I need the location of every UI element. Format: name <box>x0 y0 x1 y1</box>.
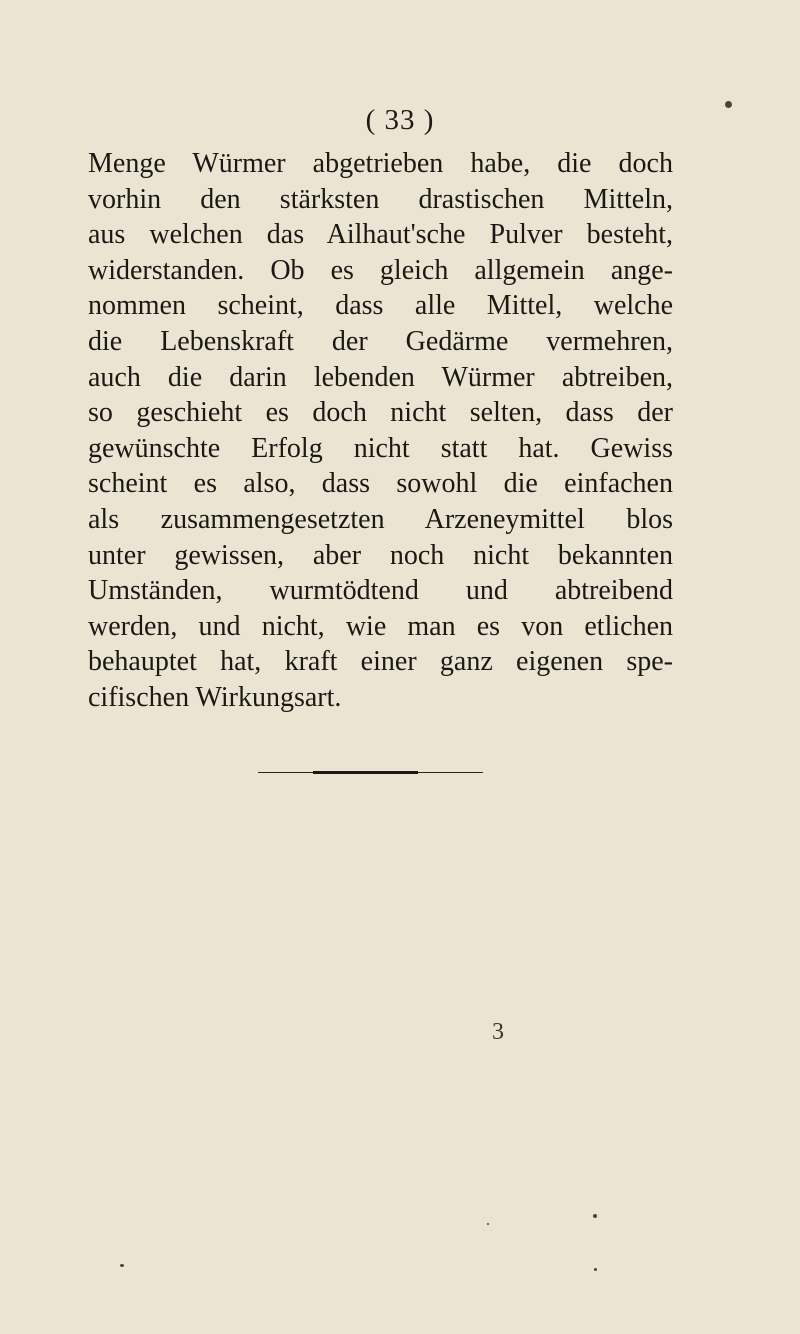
text-line: vorhin den stärksten drastischen Mitteln, <box>88 183 673 215</box>
text-line: werden, und nicht, wie man es von etlichen <box>88 610 673 642</box>
text-line: Menge Würmer abgetrieben habe, die doch <box>88 148 673 179</box>
signature-mark: 3 <box>492 1019 504 1045</box>
text-line: nommen scheint, dass alle Mittel, welche <box>88 290 673 322</box>
ink-speck <box>725 101 732 108</box>
text-line: die Lebenskraft der Gedärme vermehren, <box>88 325 673 357</box>
ink-speck <box>594 1268 597 1271</box>
text-line: so geschieht es doch nicht selten, dass der <box>88 397 673 429</box>
body-text <box>88 146 673 716</box>
text-line: Umständen, wurmtödtend und abtreibend <box>88 575 673 607</box>
ink-speck <box>487 1223 489 1225</box>
text-line: gewünschte Erfolg nicht statt hat. Gewiss <box>88 432 673 464</box>
text-line: als zusammengesetzten Arzeneymittel blos <box>88 503 673 535</box>
page-number: ( 33 ) <box>365 104 435 136</box>
text-line: cifischen Wirkungsart. <box>88 681 342 713</box>
ink-speck <box>593 1214 597 1218</box>
ink-speck <box>120 1264 124 1267</box>
text-line: auch die darin lebenden Würmer abtreiben, <box>88 361 673 393</box>
text-line: scheint es also, dass sowohl die einfachen <box>88 468 673 500</box>
section-divider <box>258 771 483 774</box>
text-line: aus welchen das Ailhaut'sche Pulver besteht, <box>88 219 673 251</box>
text-line: unter gewissen, aber noch nicht bekannten <box>88 539 673 571</box>
text-line: widerstanden. Ob es gleich allgemein ange- <box>88 254 673 286</box>
text-line: behauptet hat, kraft einer ganz eigenen spe- <box>88 646 673 678</box>
